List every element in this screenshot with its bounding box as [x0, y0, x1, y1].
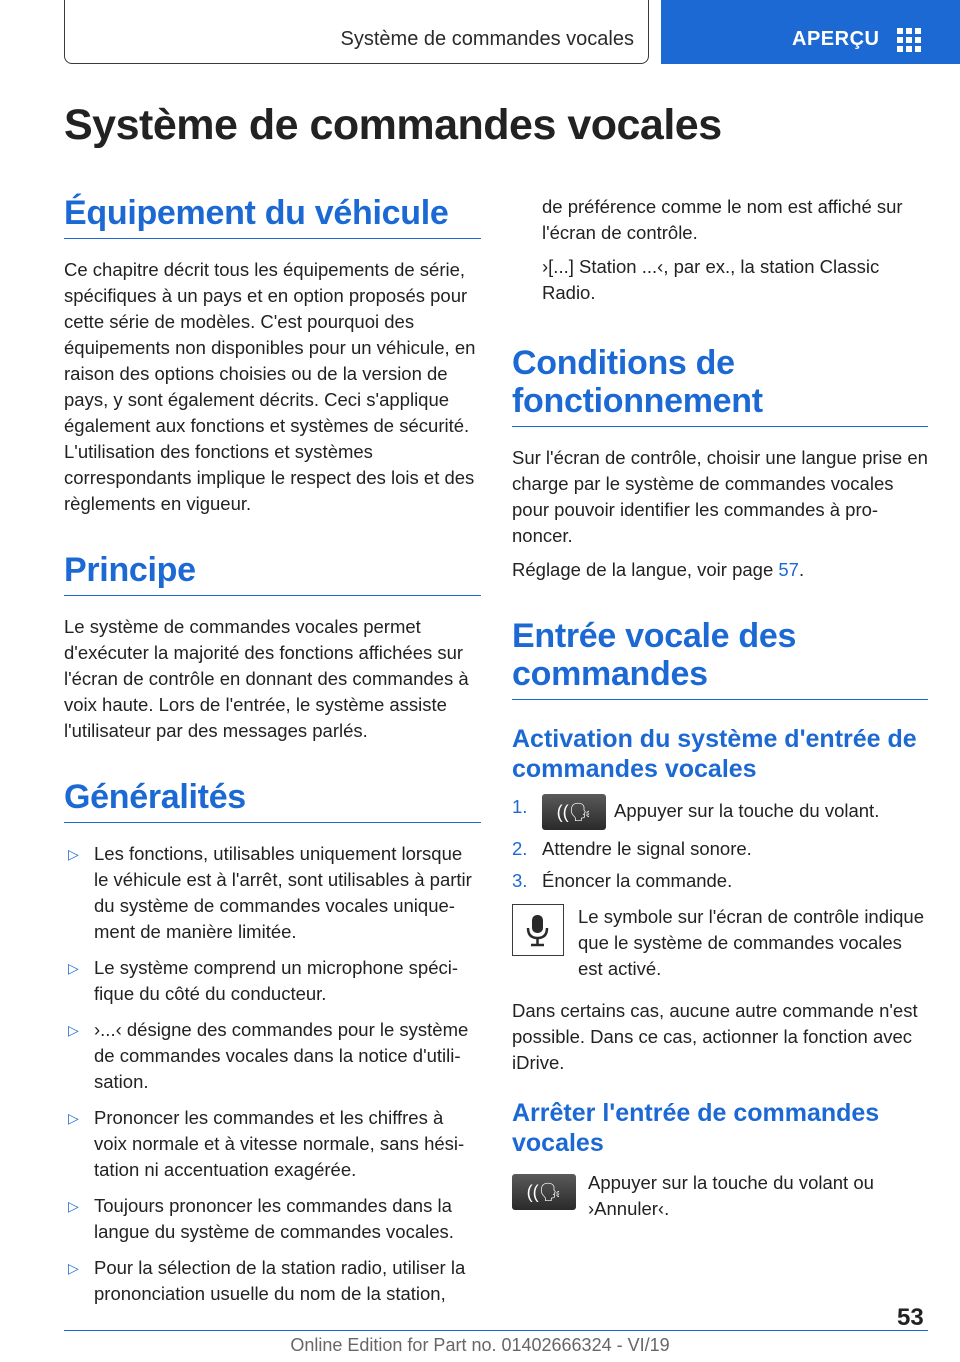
- triangle-bullet-icon: ▷: [68, 1260, 79, 1276]
- page-title: Système de commandes vocales: [64, 101, 722, 149]
- heading-principe: Principe: [64, 551, 481, 596]
- left-column: [64, 194, 481, 1307]
- header-section-box: [64, 0, 649, 64]
- footer-edition: Online Edition for Part no. 01402666324 - VI/19: [290, 1335, 670, 1355]
- continued-bullet: [512, 194, 928, 306]
- continued-text: de préférence comme le nom est affiché sur l'écran de contrôle.: [542, 196, 903, 243]
- voice-key-icon: ((🗣: [542, 794, 606, 830]
- header-section-title: Système de commandes vocales: [340, 28, 634, 50]
- list-item: ▷ Toujours prononcer les commandes dans la langue du système de commandes vocales.: [68, 1195, 454, 1242]
- conditions-text: Sur l'écran de contrôle, choisir une langue prise en charge par le système de commandes vocales pour pouvoir identifier les commandes à prononcer.: [512, 447, 928, 546]
- list-item: ▷ Prononcer les commandes et les chiffres à voix normale et à vitesse normale, sans hésitation ni accentuation exagérée.: [68, 1107, 465, 1180]
- stop-instruction: [512, 1170, 928, 1222]
- generalites-list: [64, 841, 481, 1307]
- right-column: [512, 194, 928, 1222]
- equipement-text: Ce chapitre décrit tous les équipements de série, spécifiques à un pays et en option proposés pour cette série de modèles. C'est pourquoi des équipements non disponibles pour un véhicule, en raison des options choisies ou de la version de pays, y sont également décrits. Ceci s'applique également aux fonctions et systèmes de sécurité. L'utilisation des fonctions et systèmes correspondants implique le respect des lois et des règlements en vigueur.: [64, 259, 476, 514]
- station-example-text: ›[...] Station ...‹, par ex., la station Classic Radio.: [542, 256, 880, 303]
- list-item: ▷ Le système comprend un microphone spécifique du côté du conducteur.: [68, 957, 459, 1004]
- triangle-bullet-icon: ▷: [68, 960, 79, 976]
- list-item: 2. Attendre le signal sonore.: [512, 838, 752, 859]
- note-text: Dans certains cas, aucune autre commande n'est possible. Dans ce cas, actionner la fonction avec iDrive.: [512, 1000, 918, 1073]
- list-item: ▷ Les fonctions, utilisables uniquement lorsque le véhicule est à l'arrêt, sont utilisables à partir du système de commandes vocales uniquement de manière limitée.: [68, 843, 472, 942]
- page-link[interactable]: 57: [778, 559, 799, 580]
- principe-text: Le système de commandes vocales permet d'exécuter la majorité des fonctions affichées sur l'écran de contrôle en donnant des commandes à voix haute. Lors de l'entrée, le système assiste l'utilisateur par des messages parlés.: [64, 616, 469, 741]
- voice-key-icon: ((🗣: [512, 1174, 576, 1210]
- triangle-bullet-icon: ▷: [68, 1022, 79, 1038]
- mic-note: [512, 904, 928, 984]
- footer-divider: [64, 1330, 928, 1331]
- stop-text: Appuyer sur la touche du volant ou ›Annuler‹.: [588, 1172, 874, 1219]
- language-setting-text: Réglage de la langue, voir page 57.: [512, 559, 805, 580]
- triangle-bullet-icon: ▷: [68, 846, 79, 862]
- heading-activation: Activation du système d'entrée de commandes vocales: [512, 725, 917, 783]
- activation-steps: [512, 794, 928, 894]
- heading-conditions: Conditions de fonctionnement: [512, 344, 928, 427]
- triangle-bullet-icon: ▷: [68, 1110, 79, 1126]
- list-item: 1. ((🗣 Appuyer sur la touche du volant.: [512, 794, 928, 830]
- heading-equipement: Équipement du véhicule: [64, 194, 481, 239]
- heading-generalites: Généralités: [64, 778, 481, 823]
- grid-icon[interactable]: [897, 28, 921, 52]
- triangle-bullet-icon: ▷: [68, 1198, 79, 1214]
- list-item: ▷ Pour la sélection de la station radio, utiliser la prononciation usuelle du nom de la station,: [68, 1257, 466, 1304]
- microphone-icon: [512, 904, 564, 956]
- list-item: 3. Énoncer la commande.: [512, 870, 733, 891]
- heading-entree-vocale: Entrée vocale des commandes: [512, 617, 928, 700]
- mic-text: Le symbole sur l'écran de contrôle indique que le système de commandes vocales est activé.: [578, 906, 924, 979]
- header-tab-label: APERÇU: [792, 28, 880, 50]
- list-item: ▷ ›...‹ désigne des commandes pour le système de commandes vocales dans la notice d'utilisation.: [68, 1019, 469, 1092]
- heading-arreter: Arrêter l'entrée de commandes vocales: [512, 1099, 880, 1157]
- page-number: 53: [897, 1304, 924, 1331]
